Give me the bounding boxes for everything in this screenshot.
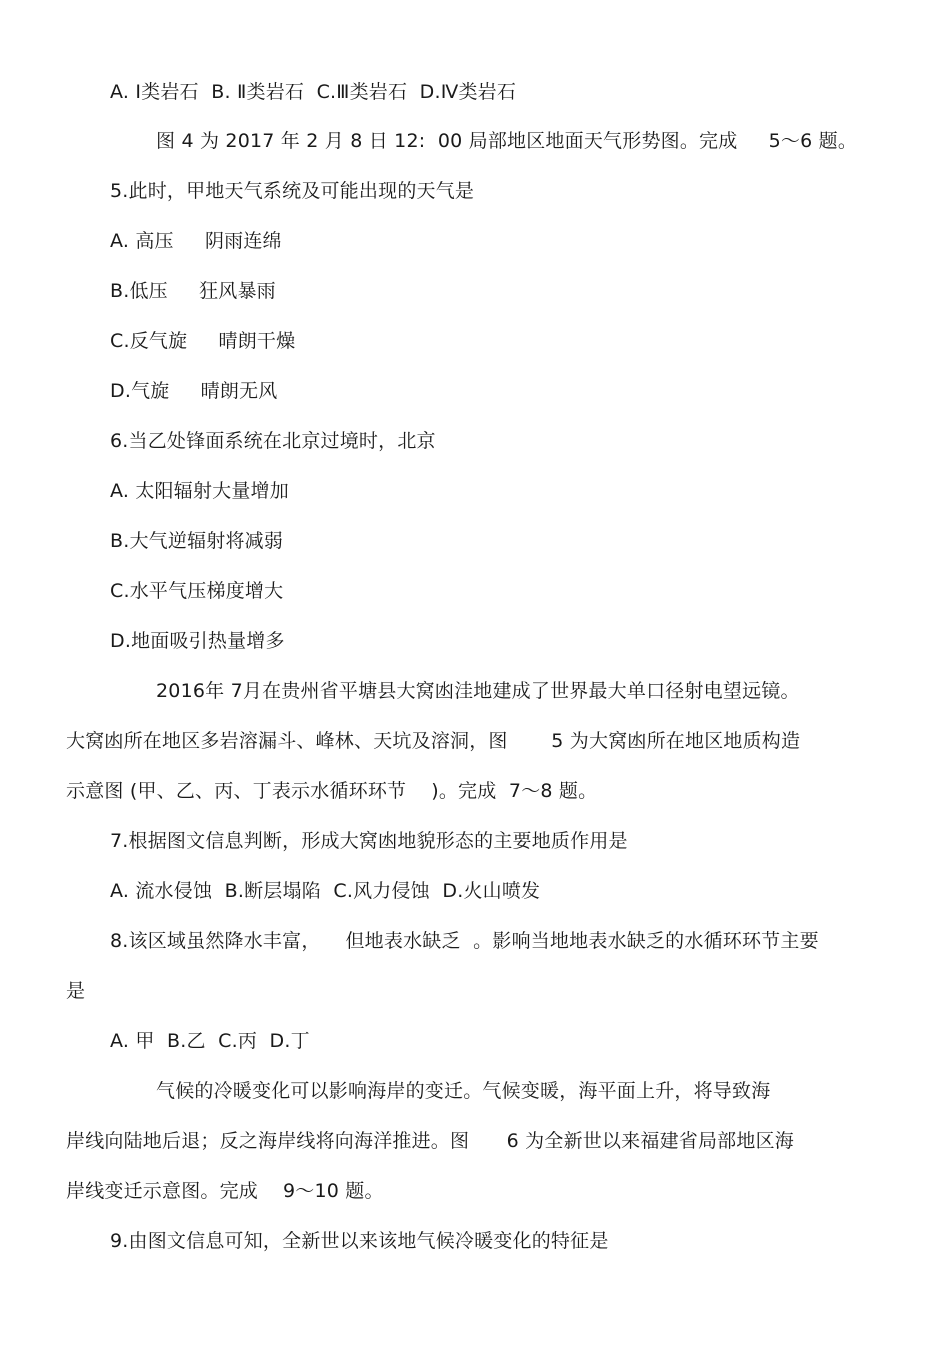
option-6b: B.大气逆辐射将减弱 [110,530,284,552]
intro-q7-8-line1: 2016年 7月在贵州省平塘县大窝凼洼地建成了世界最大单口径射电望远镜。 [156,680,800,702]
option-5c: C.反气旋 晴朗干燥 [110,330,296,352]
options-q4: A. Ⅰ类岩石 B. Ⅱ类岩石 C.Ⅲ类岩石 D.Ⅳ类岩石 [110,81,517,103]
option-5b: B.低压 狂风暴雨 [110,280,276,302]
intro-q7-8-line2: 大窝凼所在地区多岩溶漏斗、峰林、天坑及溶洞，图 5 为大窝凼所在地区地质构造 [66,730,801,752]
option-6c: C.水平气压梯度增大 [110,580,284,602]
options-q8: A. 甲 B.乙 C.丙 D.丁 [110,1030,310,1052]
option-5a: A. 高压 阴雨连绵 [110,230,282,252]
intro-q7-8-line3: 示意图 (甲、乙、丙、丁表示水循环环节 )。完成 7～8 题。 [66,780,598,802]
question-6: 6.当乙处锋面系统在北京过境时，北京 [110,430,436,452]
intro-q9-10-line3: 岸线变迁示意图。完成 9～10 题。 [66,1180,384,1202]
question-9: 9.由图文信息可知，全新世以来该地气候冷暖变化的特征是 [110,1230,609,1252]
intro-q9-10-line1: 气候的冷暖变化可以影响海岸的变迁。气候变暖，海平面上升，将导致海 [156,1080,771,1102]
options-q7: A. 流水侵蚀 B.断层塌陷 C.风力侵蚀 D.火山喷发 [110,880,541,902]
question-8-line1: 8.该区域虽然降水丰富， 但地表水缺乏 。影响当地地表水缺乏的水循环环节主要 [110,930,819,952]
intro-q5-6: 图 4 为 2017 年 2 月 8 日 12: 00 局部地区地面天气形势图。完成 5～6 题。 [156,130,858,152]
option-6a: A. 太阳辐射大量增加 [110,480,289,502]
option-5d: D.气旋 晴朗无风 [110,380,278,402]
question-8-line2: 是 [66,980,86,1002]
question-7: 7.根据图文信息判断，形成大窝凼地貌形态的主要地质作用是 [110,830,628,852]
intro-q9-10-line2: 岸线向陆地后退；反之海岸线将向海洋推进。图 6 为全新世以来福建省局部地区海 [66,1130,794,1152]
question-5: 5.此时，甲地天气系统及可能出现的天气是 [110,180,475,202]
option-6d: D.地面吸引热量增多 [110,630,285,652]
